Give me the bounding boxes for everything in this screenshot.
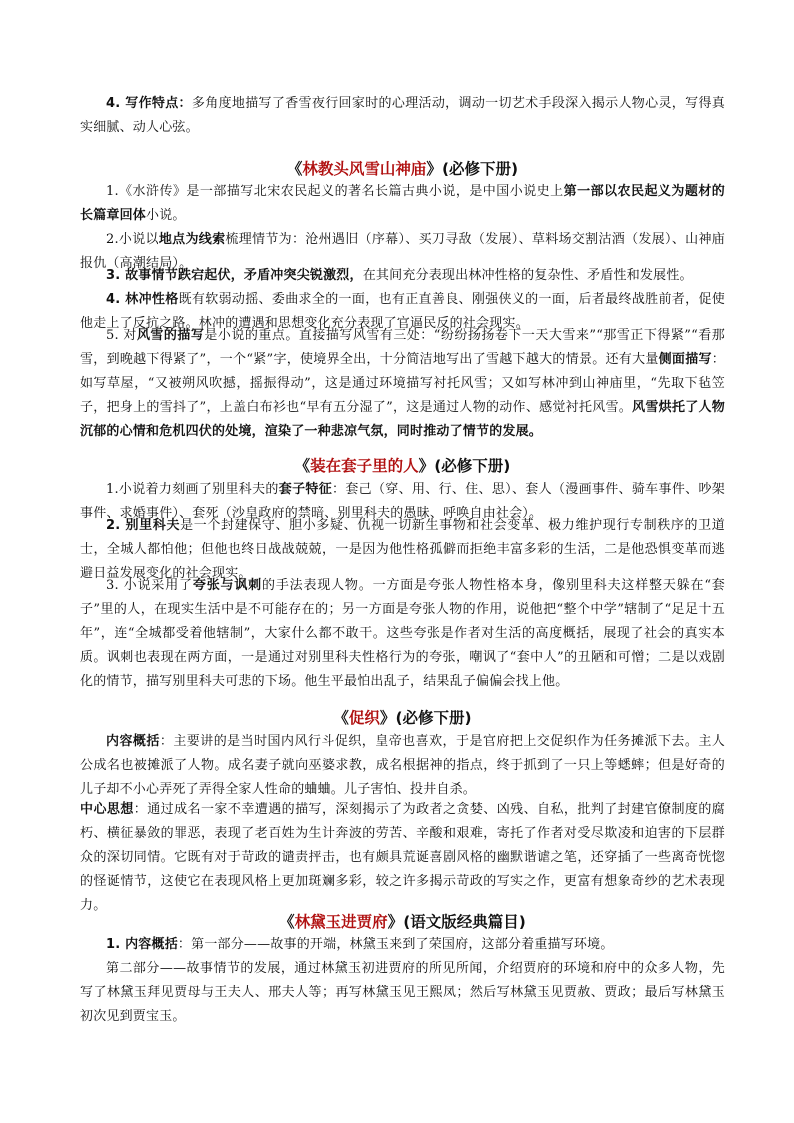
section-title-man-in-case: 《装在套子里的人》(必修下册) — [294, 457, 511, 475]
section-title-lin-jiaotou: 《林教头风雪山神庙》(必修下册) — [286, 160, 519, 178]
paragraph-3: 3. 小说采用了夸张与讽刺的手法表现人物。一方面是夸张人物性格本身，像别里科夫这样整天躲在“套子”里的人，在现实生活中是不可能存在的；另一方面是夸张人物的作用，说他把“整个中学”辖制了“足足十五年”，连“全城都受着他辖制”，大家什么都不敢干。这些夸张是作者对生活的高度概括，展现了社会的真实本质。讽刺也表现在两方面，一是通过对别里科夫性格行为的夸张，嘲讽了“套中人”的丑陋和可憎；二是以戏剧化的情节，描写别里科夫可悲的下场。他生平最怕出乱子，结果乱子偏偏会找上他。 — [80, 578, 725, 689]
paragraph-3: 3. 故事情节跌宕起伏，矛盾冲突尖锐激烈，在其间充分表现出林冲性格的复杂性、矛盾性和发展性。 — [106, 268, 693, 283]
paragraph-2: 2.小说以地点为线索梳理情节为：沧州遇旧（序幕）、买刀寻敌（发展）、草料场交割沽酒（发展）、山神庙报仇（高潮结局）。 — [80, 232, 725, 271]
bold-lead: 4. 写作特点： — [106, 96, 192, 111]
paragraph-1: 1.小说着力刻画了别里科夫的套子特征：套己（穿、用、行、住、思）、套人（漫画事件、骑车事件、吵架事件、求婚事件）、套死（沙皇政府的禁暗、别里科夫的愚昧、呼唤自由社会）。 — [80, 482, 725, 521]
section-title-lin-daiyu: 《林黛玉进贾府》(语文版经典篇目) — [279, 913, 526, 931]
paragraph-5: 5. 对风雪的描写是小说的重点。直接描写风雪有三处：“纷纷扬扬卷下一天大雪来”“那雪正下得紧”“看那雪，到晚越下得紧了”，一个“紧”字，使境界全出，十分简洁地写出了雪越下越大的情景。还有大量侧面描写：如写草屋，“又被朔风吹撼，摇振得动”，这是通过环境描写衬托风雪；又如写林冲到山神庙里，“先取下毡笠子，把身上的雪抖了”，上盖白布衫也“早有五分湿了”，这是通过人物的动作、感觉衬托风雪。风雪烘托了人物沉郁的心情和危机四伏的处境，渲染了一种悲凉气氛，同时推动了情节的发展。 — [80, 328, 725, 439]
section-title-cuzhi: 《促织》(必修下册) — [333, 709, 472, 727]
paragraph-part-two: 第二部分——故事情节的发展，通过林黛玉初进贾府的所见所闻，介绍贾府的环境和府中的众多人物，先写了林黛玉拜见贾母与王夫人、邢夫人等；再写林黛玉见王熙凤；然后写林黛玉见贾赦、贾政；最后写林黛玉初次见到贾宝玉。 — [80, 961, 725, 1024]
paragraph-2: 2. 别里科夫是一个封建保守、胆小多疑、仇视一切新生事物和社会变革、极力维护现行专制秩序的卫道士，全城人都怕他；但他也终日战战兢兢，一是因为他性格孤僻而拒绝丰富多彩的生活，二是他恐惧变革而逃避日益发展变化的社会现实。 — [80, 518, 725, 581]
paragraph-4: 4. 林冲性格既有软弱动摇、委曲求全的一面，也有正直善良、刚强侠义的一面，后者最终战胜前者，促使他走上了反抗之路。林冲的遭遇和思想变化充分表现了官逼民反的社会现实。 — [80, 292, 726, 331]
paragraph-content-summary: 1. 内容概括：第一部分——故事的开端，林黛玉来到了荣国府，这部分着重描写环境。 — [106, 937, 614, 952]
paragraph-content-summary: 内容概括：主要讲的是当时国内风行斗促织，皇帝也喜欢，于是官府把上交促织作为任务摊派下去。主人公成名也被摊派了人物。成名妻子就向巫婆求教，成名根据神的指点，终于抓到了一只上等蟋蟀；但是好奇的儿子却不小心弄死了弄得全家人性命的蛐蛐。儿子害怕、投井自杀。 — [80, 734, 725, 797]
paragraph-writing-features: 4. 写作特点：多角度地描写了香雪夜行回家时的心理活动，调动一切艺术手段深入揭示人物心灵，写得真实细腻、动人心弦。 — [80, 96, 725, 135]
paragraph-central-idea: 中心思想：通过成名一家不幸遭遇的描写，深刻揭示了为政者之贪婪、凶残、自私，批判了封建官僚制度的腐朽、横征暴敛的罪恶，表现了老百姓为生计奔波的劳苦、辛酸和艰难，寄托了作者对受尽欺凌和迫害的下层群众的深切同情。它既有对于苛政的谴责抨击，也有颇具荒诞喜剧风格的幽默谐谑之笔，还穿插了一些离奇恍惚的怪诞情节，这使它在表现风格上更加斑斓多彩，较之许多揭示苛政的写实之作，更富有想象奇纱的艺术表现力。 — [80, 802, 725, 913]
paragraph-1: 1.《水浒传》是一部描写北宋农民起义的著名长篇古典小说，是中国小说史上第一部以农民起义为题材的长篇章回体小说。 — [80, 184, 726, 223]
